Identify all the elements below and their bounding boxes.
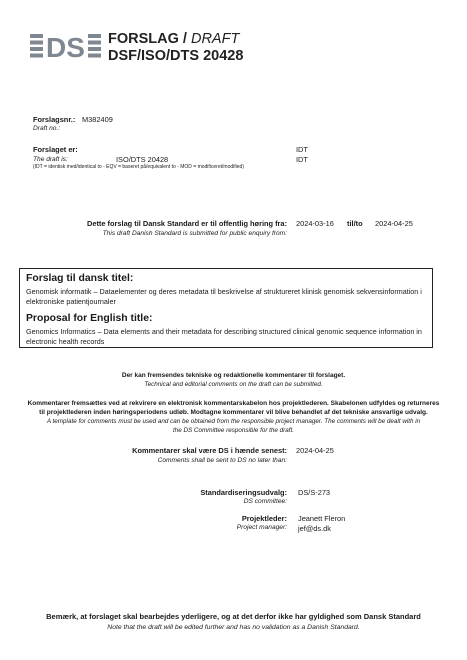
- draft-is-label: Forslaget er:: [33, 145, 78, 154]
- equivalence-legend: (IDT = identisk med/identical to - EQV = baseret på/equivalent to - MOD = modificeret/modified): [33, 164, 244, 170]
- draft-no-label: Forslagsnr.:: [33, 115, 76, 124]
- comments-line-en: Technical and editorial comments on the draft can be submitted.: [144, 381, 323, 388]
- hearing-from: 2024-03-16: [296, 219, 334, 228]
- title-italic: DRAFT: [190, 31, 240, 47]
- comments-para-en-2: the DS Committee responsible for the draft.: [172, 427, 295, 434]
- document-id: DSF/ISO/DTS 20428: [108, 48, 244, 64]
- title-bold: FORSLAG /: [108, 31, 187, 47]
- committee-value: DS/S-273: [298, 488, 331, 497]
- english-title-text: Genomics Informatics – Data elements and their metadata for describing structured clinical genomic sequence information in electronic health records: [26, 327, 422, 346]
- draft-title: [108, 31, 239, 47]
- deadline-label-en: Comments shall be sent to DS no later than:: [157, 457, 287, 464]
- committee-label-en: DS committee:: [243, 498, 287, 505]
- danish-title-text: Genomisk informatik – Dataelementer og deres metadata til beskrivelse af struktureret klinisk genomisk sekvensinformation i elektroniske patientjournaler: [26, 287, 422, 306]
- title-box: [19, 268, 433, 348]
- comments-para-da-2: til projektlederen inden høringsperiodens udløb. Modtagne kommentarer vil blive behandlet af det tekniske ansvarlige udvalg.: [39, 409, 428, 416]
- english-title-heading: Proposal for English title:: [26, 313, 153, 324]
- draft-is-code2: IDT: [296, 155, 308, 164]
- committee-label: Standardiseringsudvalg:: [200, 488, 287, 497]
- comments-line: Der kan fremsendes tekniske og redaktionelle kommentarer til forslaget.: [121, 372, 346, 379]
- footer-note: Bemærk, at forslaget skal bearbejdes yderligere, og at det derfor ikke har gyldighed som Dansk Standard: [46, 612, 421, 621]
- draft-no-label-en: Draft no.:: [33, 125, 61, 132]
- draft-is-code1: IDT: [296, 145, 308, 154]
- hearing-to: 2024-04-25: [375, 219, 413, 228]
- draft-is-label-en: The draft is:: [33, 156, 68, 163]
- deadline-label: Kommentarer skal være DS i hænde senest:: [132, 446, 287, 455]
- manager-email[interactable]: jef@ds.dk: [298, 524, 331, 533]
- comments-para-da-1: Kommentarer fremsættes ved at rekvirere en elektronisk kommentarskabelon hos projektlederen. Skabelonen udfyldes og returneres: [27, 400, 440, 407]
- manager-label: Projektleder:: [241, 514, 287, 523]
- hearing-label: Dette forslag til Dansk Standard er til offentlig høring fra:: [87, 219, 287, 228]
- hearing-label-en: This draft Danish Standard is submitted for public enquiry from:: [102, 230, 287, 237]
- manager-name: Jeanett Fleron: [298, 514, 346, 523]
- draft-no-value: M382409: [82, 115, 113, 124]
- draft-is-value: ISO/DTS 20428: [116, 155, 169, 164]
- deadline-value: 2024-04-25: [296, 446, 334, 455]
- logo-text: DS: [46, 33, 85, 59]
- ds-logo: [30, 33, 102, 59]
- footer-note-en: Note that the draft will be edited further and has no validation as a Danish Standard.: [107, 624, 360, 631]
- manager-label-en: Project manager:: [236, 524, 287, 531]
- danish-title-heading: Forslag til dansk titel:: [26, 273, 134, 284]
- comments-para-en-1: A template for comments must be used and can be obtained from the responsible project manager. The comments will be dealt with in: [46, 418, 421, 425]
- hearing-to-label: til/to: [347, 219, 363, 228]
